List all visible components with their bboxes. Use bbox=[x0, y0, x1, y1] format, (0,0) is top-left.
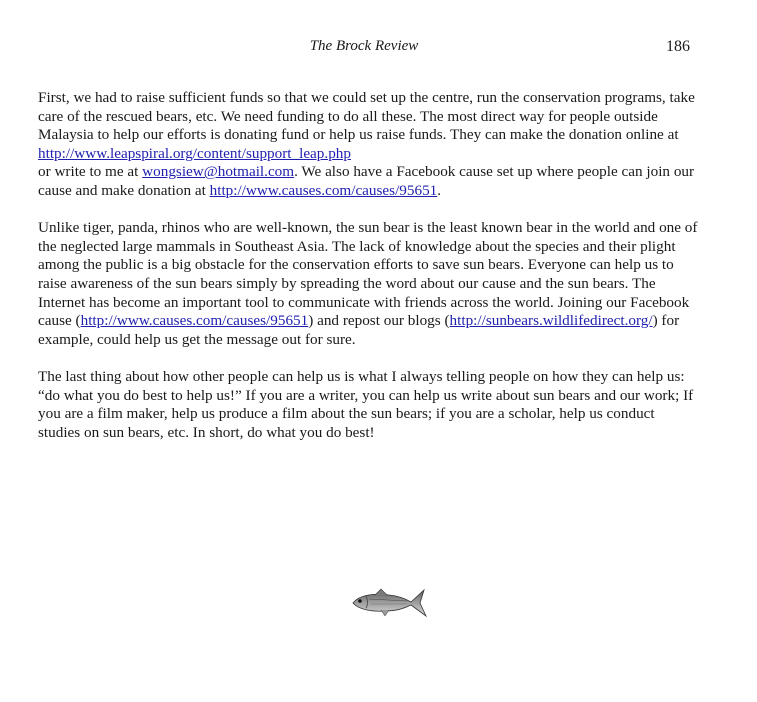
causes-link[interactable]: http://www.causes.com/causes/95651 bbox=[80, 312, 309, 330]
paragraph-text: ) for example, could help us get the message out for sure. bbox=[38, 312, 680, 348]
paragraph-do-your-best bbox=[38, 368, 698, 442]
paragraph-text: . bbox=[437, 181, 442, 199]
journal-title: The Brock Review bbox=[309, 38, 419, 54]
paragraph-text: Unlike tiger, panda, rhinos who are well-known, the sun bear is the least known bear in the world and one of the neglected large mammals in Southeast Asia. The lack of knowledge about the species and their plight among the public is a big obstacle for the conservation efforts to save sun bears. Everyone can help us to raise awareness of the sun bears simply by spreading the word about our cause and the sun bears. The Internet has become an important tool to communicate with friends across the world. Joining our Facebook cause ( bbox=[38, 219, 698, 330]
leap-support-link[interactable]: http://www.leapspiral.org/content/support_leap.php bbox=[38, 144, 351, 162]
paragraph-text: ) and repost our blogs ( bbox=[308, 312, 450, 330]
running-header bbox=[38, 38, 690, 58]
paragraph-text: or write to me at bbox=[38, 163, 143, 181]
page-number: 186 bbox=[666, 38, 690, 55]
article-body bbox=[38, 89, 698, 461]
paragraph-awareness bbox=[38, 219, 698, 349]
blog-link[interactable]: http://sunbears.wildlifedirect.org/ bbox=[449, 312, 653, 330]
paragraph-text: First, we had to raise sufficient funds so that we could set up the centre, run the conservation programs, take care of the rescued bears, etc. We need funding to do all these. The most direct way for people outside Malaysia to help our efforts is donating fund or help us raise funds. They can make the donation online at bbox=[38, 89, 695, 144]
email-link[interactable]: wongsiew@hotmail.com bbox=[142, 163, 295, 181]
paragraph-text: The last thing about how other people can help us is what I always telling people on how they can help us: “do what you do best to help us!” If you are a writer, you can help us write about sun bears and our work; If you are a film maker, help us produce a film about the sun bears; if you are a scholar, help us conduct studies on sun bears, etc. In short, do what you do best! bbox=[38, 367, 694, 441]
paragraph-text: . We also have a Facebook cause set up where people can join our cause and make donation at bbox=[38, 163, 695, 199]
paragraph-funding bbox=[38, 89, 698, 201]
fish-icon bbox=[351, 586, 427, 620]
causes-link[interactable]: http://www.causes.com/causes/95651 bbox=[209, 181, 438, 199]
